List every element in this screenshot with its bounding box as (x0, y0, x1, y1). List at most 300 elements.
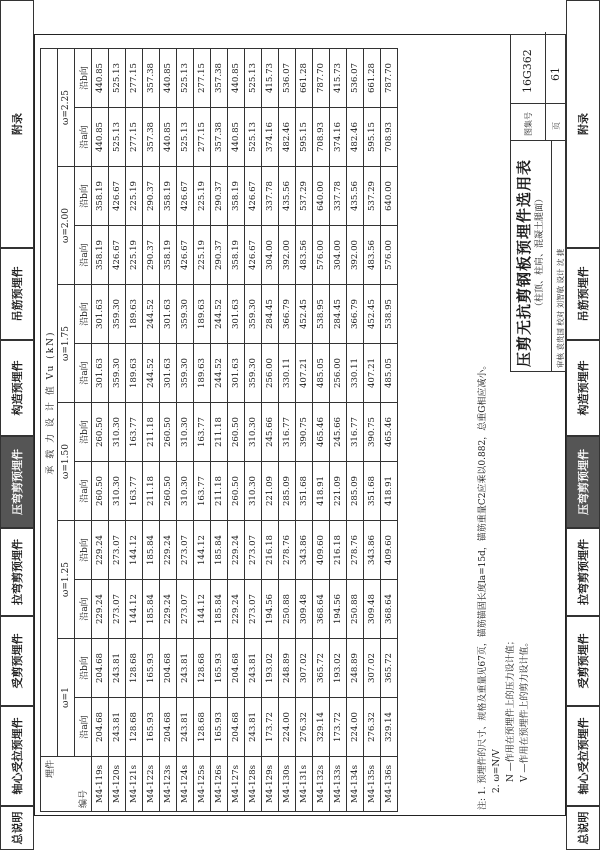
value-cell: 358.19 (160, 226, 177, 285)
note-line-1: 1. 预埋件的尺寸、规格及重量见67页，锚筋锚固长度la=15d，锚筋重量C2应乘以0.882，总重G相应减小。 (478, 360, 488, 796)
value-cell: 256.00 (330, 344, 347, 403)
value-cell: 144.12 (126, 580, 143, 639)
value-cell: 435.56 (279, 167, 296, 226)
value-cell: 485.05 (381, 344, 398, 403)
value-cell: 426.67 (177, 226, 194, 285)
table-row (245, 49, 262, 812)
side-index-top-3[interactable]: 拉弯剪预埋件 (0, 528, 34, 616)
value-cell: 189.63 (194, 285, 211, 344)
embedment-id-cell: M4-120s (109, 757, 126, 812)
value-cell: 260.50 (92, 403, 109, 462)
notes-label: 注: (478, 797, 488, 810)
table-row (228, 49, 245, 812)
note-line-4: V —作用在预埋件上的剪力设计值。 (520, 637, 530, 782)
side-index-strip-bottom (566, 0, 600, 850)
value-cell: 128.68 (194, 639, 211, 698)
value-cell: 301.63 (160, 285, 177, 344)
value-cell: 359.30 (109, 285, 126, 344)
value-cell: 440.85 (228, 49, 245, 108)
value-cell: 301.63 (160, 344, 177, 403)
value-cell: 260.50 (160, 462, 177, 521)
value-cell: 337.78 (262, 167, 279, 226)
value-cell: 229.24 (228, 521, 245, 580)
value-cell: 357.38 (211, 108, 228, 167)
value-cell: 260.50 (160, 403, 177, 462)
value-cell: 128.68 (194, 698, 211, 757)
value-cell: 418.91 (381, 462, 398, 521)
value-cell: 525.13 (177, 108, 194, 167)
side-index-top-0[interactable]: 总说明 (0, 806, 34, 850)
omega-group-header: ω=1.50 (58, 403, 75, 521)
direction-b-header: 沿b向 (75, 403, 92, 462)
side-index-strip-top (0, 0, 34, 850)
value-cell: 301.63 (92, 285, 109, 344)
value-cell: 440.85 (160, 49, 177, 108)
value-cell: 301.63 (92, 344, 109, 403)
value-cell: 787.70 (313, 49, 330, 108)
embedment-id-cell: M4-136s (381, 757, 398, 812)
value-cell: 225.19 (194, 226, 211, 285)
embedment-id-cell: M4-129s (262, 757, 279, 812)
value-cell: 273.07 (109, 521, 126, 580)
value-cell: 310.30 (245, 403, 262, 462)
value-cell: 245.66 (330, 403, 347, 462)
value-cell: 244.52 (211, 285, 228, 344)
value-cell: 409.60 (313, 521, 330, 580)
value-cell: 128.68 (126, 698, 143, 757)
value-cell: 329.14 (313, 698, 330, 757)
value-cell: 359.30 (177, 344, 194, 403)
corner-top-label: 埋件 (46, 760, 56, 779)
value-cell: 358.19 (228, 226, 245, 285)
value-cell: 357.38 (143, 49, 160, 108)
value-cell: 537.29 (364, 167, 381, 226)
main-header: 承 载 力 设 计 值 Vu (kN) (41, 49, 58, 757)
value-cell: 536.07 (279, 49, 296, 108)
value-cell: 482.46 (347, 108, 364, 167)
value-cell: 276.32 (296, 698, 313, 757)
value-cell: 194.56 (330, 580, 347, 639)
value-cell: 163.77 (126, 462, 143, 521)
value-cell: 310.30 (109, 462, 126, 521)
table-row (381, 49, 398, 812)
value-cell: 211.18 (143, 462, 160, 521)
value-cell: 165.93 (143, 698, 160, 757)
value-cell: 224.00 (347, 698, 364, 757)
drawing-title: 压剪无抗剪钢板预埋件选用表 (515, 158, 533, 367)
value-cell: 224.00 (279, 698, 296, 757)
value-cell: 366.79 (279, 285, 296, 344)
direction-a-header: 沿a向 (75, 462, 92, 521)
value-cell: 392.00 (279, 226, 296, 285)
direction-b-header: 沿b向 (75, 167, 92, 226)
value-cell: 193.02 (330, 639, 347, 698)
value-cell: 163.77 (194, 462, 211, 521)
value-cell: 351.68 (296, 462, 313, 521)
atlas-cell (511, 32, 546, 140)
value-cell: 290.37 (211, 167, 228, 226)
value-cell: 245.66 (262, 403, 279, 462)
value-cell: 358.19 (92, 167, 109, 226)
value-cell: 273.07 (177, 580, 194, 639)
table-row (92, 49, 109, 812)
value-cell: 273.07 (109, 580, 126, 639)
value-cell: 359.30 (245, 344, 262, 403)
value-cell: 536.07 (347, 49, 364, 108)
value-cell: 537.29 (296, 167, 313, 226)
value-cell: 483.56 (364, 226, 381, 285)
value-cell: 189.63 (194, 344, 211, 403)
embedment-id-cell: M4-124s (177, 757, 194, 812)
value-cell: 708.93 (313, 108, 330, 167)
value-cell: 390.75 (296, 403, 313, 462)
value-cell: 316.77 (347, 403, 364, 462)
value-cell: 365.72 (313, 639, 330, 698)
table-row (109, 49, 126, 812)
value-cell: 329.14 (381, 698, 398, 757)
direction-a-header: 沿a向 (75, 108, 92, 167)
value-cell: 708.93 (381, 108, 398, 167)
value-cell: 243.81 (245, 639, 262, 698)
page-label: 页 (551, 122, 561, 130)
value-cell: 277.15 (126, 49, 143, 108)
value-cell: 229.24 (228, 580, 245, 639)
embedment-id-cell: M4-122s (143, 757, 160, 812)
value-cell: 482.46 (279, 108, 296, 167)
value-cell: 358.19 (160, 167, 177, 226)
value-cell: 426.67 (177, 167, 194, 226)
table-row (160, 49, 177, 812)
value-cell: 343.86 (364, 521, 381, 580)
table-row (347, 49, 364, 812)
direction-b-header: 沿b向 (75, 49, 92, 108)
side-index-bottom-6[interactable]: 吊筋预埋件 (566, 248, 600, 340)
atlas-label: 图集号 (523, 112, 533, 136)
value-cell: 276.32 (364, 698, 381, 757)
table-row (211, 49, 228, 812)
atlas-number: 16G362 (511, 32, 545, 104)
value-cell: 310.30 (245, 462, 262, 521)
value-cell: 229.24 (92, 521, 109, 580)
embedment-id-cell: M4-121s (126, 757, 143, 812)
value-cell: 243.81 (177, 639, 194, 698)
value-cell: 309.48 (364, 580, 381, 639)
direction-b-header: 沿b向 (75, 521, 92, 580)
value-cell: 216.18 (262, 521, 279, 580)
table-row (177, 49, 194, 812)
value-cell: 204.68 (92, 698, 109, 757)
value-cell: 787.70 (381, 49, 398, 108)
value-cell: 165.93 (143, 639, 160, 698)
value-cell: 204.68 (160, 698, 177, 757)
table-row (194, 49, 211, 812)
value-cell: 316.77 (279, 403, 296, 462)
page-cell (545, 32, 567, 140)
value-cell: 216.18 (330, 521, 347, 580)
value-cell: 337.78 (330, 167, 347, 226)
page-number: 61 (545, 32, 567, 104)
value-cell: 483.56 (296, 226, 313, 285)
side-index-bottom-0[interactable]: 总说明 (566, 806, 600, 850)
value-cell: 538.95 (381, 285, 398, 344)
value-cell: 221.09 (262, 462, 279, 521)
value-cell: 185.84 (143, 521, 160, 580)
direction-b-header: 沿b向 (75, 639, 92, 698)
value-cell: 595.15 (296, 108, 313, 167)
value-cell: 163.77 (194, 403, 211, 462)
value-cell: 426.67 (109, 226, 126, 285)
value-cell: 173.72 (330, 698, 347, 757)
value-cell: 185.84 (143, 580, 160, 639)
value-cell: 277.15 (194, 49, 211, 108)
value-cell: 358.19 (228, 167, 245, 226)
value-cell: 165.93 (211, 639, 228, 698)
table-row (313, 49, 330, 812)
value-cell: 211.18 (211, 403, 228, 462)
side-index-top-4[interactable]: 压弯剪预埋件 (0, 436, 34, 528)
value-cell: 244.52 (143, 344, 160, 403)
embedment-id-cell: M4-126s (211, 757, 228, 812)
value-cell: 309.48 (296, 580, 313, 639)
table-row (126, 49, 143, 812)
value-cell: 368.64 (313, 580, 330, 639)
value-cell: 304.00 (262, 226, 279, 285)
value-cell: 359.30 (245, 285, 262, 344)
omega-group-header: ω=1.75 (58, 285, 75, 403)
value-cell: 221.09 (330, 462, 347, 521)
value-cell: 307.02 (364, 639, 381, 698)
value-cell: 244.52 (211, 344, 228, 403)
table-row (279, 49, 296, 812)
value-cell: 284.45 (330, 285, 347, 344)
value-cell: 204.68 (92, 639, 109, 698)
value-cell: 278.76 (279, 521, 296, 580)
side-index-bottom-3[interactable]: 拉弯剪预埋件 (566, 528, 600, 616)
side-index-top-7[interactable]: 附录 (0, 0, 34, 248)
embedment-id-cell: M4-130s (279, 757, 296, 812)
value-cell: 256.00 (262, 344, 279, 403)
value-cell: 304.00 (330, 226, 347, 285)
value-cell: 426.67 (245, 226, 262, 285)
value-cell: 225.19 (126, 226, 143, 285)
value-cell: 244.52 (143, 285, 160, 344)
value-cell: 358.19 (92, 226, 109, 285)
value-cell: 452.45 (364, 285, 381, 344)
value-cell: 426.67 (245, 167, 262, 226)
value-cell: 407.21 (364, 344, 381, 403)
value-cell: 440.85 (92, 108, 109, 167)
value-cell: 277.15 (194, 108, 211, 167)
value-cell: 310.30 (177, 403, 194, 462)
value-cell: 285.09 (347, 462, 364, 521)
value-cell: 343.86 (296, 521, 313, 580)
table-body (92, 49, 398, 812)
value-cell: 525.13 (245, 49, 262, 108)
value-cell: 307.02 (296, 639, 313, 698)
value-cell: 284.45 (262, 285, 279, 344)
side-index-bottom-5[interactable]: 构造预埋件 (566, 340, 600, 436)
value-cell: 595.15 (364, 108, 381, 167)
side-index-top-1[interactable]: 轴心受拉预埋件 (0, 706, 34, 806)
value-cell: 465.46 (381, 403, 398, 462)
value-cell: 440.85 (160, 108, 177, 167)
value-cell: 440.85 (92, 49, 109, 108)
value-cell: 465.46 (313, 403, 330, 462)
embedment-id-cell: M4-133s (330, 757, 347, 812)
value-cell: 248.89 (347, 639, 364, 698)
value-cell: 357.38 (211, 49, 228, 108)
value-cell: 538.95 (313, 285, 330, 344)
value-cell: 204.68 (160, 639, 177, 698)
value-cell: 407.21 (296, 344, 313, 403)
value-cell: 310.30 (177, 462, 194, 521)
value-cell: 351.68 (364, 462, 381, 521)
value-cell: 285.09 (279, 462, 296, 521)
value-cell: 211.18 (211, 462, 228, 521)
embedment-id-cell: M4-125s (194, 757, 211, 812)
table-row (296, 49, 313, 812)
value-cell: 225.19 (126, 167, 143, 226)
value-cell: 640.00 (381, 167, 398, 226)
value-cell: 525.13 (177, 49, 194, 108)
value-cell: 165.93 (211, 698, 228, 757)
value-cell: 368.64 (381, 580, 398, 639)
value-cell: 273.07 (177, 521, 194, 580)
value-cell: 144.12 (194, 580, 211, 639)
title-block (510, 34, 566, 372)
value-cell: 250.88 (347, 580, 364, 639)
value-cell: 525.13 (109, 49, 126, 108)
value-cell: 273.07 (245, 521, 262, 580)
value-cell: 229.24 (160, 521, 177, 580)
note-line-3: N —作用在预埋件上的压力设计值； (506, 636, 516, 782)
value-cell: 440.85 (228, 108, 245, 167)
value-cell: 310.30 (109, 403, 126, 462)
value-cell: 243.81 (109, 698, 126, 757)
value-cell: 229.24 (160, 580, 177, 639)
omega-group-header: ω=2.25 (58, 49, 75, 167)
value-cell: 229.24 (92, 580, 109, 639)
embedment-id-cell: M4-135s (364, 757, 381, 812)
value-cell: 330.11 (347, 344, 364, 403)
side-index-top-6[interactable]: 吊筋预埋件 (0, 248, 34, 340)
omega-group-row (58, 49, 75, 812)
direction-b-header: 沿b向 (75, 285, 92, 344)
value-cell: 661.28 (364, 49, 381, 108)
direction-a-header: 沿a向 (75, 698, 92, 757)
value-cell: 357.38 (143, 108, 160, 167)
embedment-id-cell: M4-128s (245, 757, 262, 812)
value-cell: 243.81 (177, 698, 194, 757)
value-cell: 204.68 (228, 698, 245, 757)
value-cell: 144.12 (126, 521, 143, 580)
table-row (143, 49, 160, 812)
value-cell: 260.50 (92, 462, 109, 521)
value-cell: 409.60 (381, 521, 398, 580)
direction-a-header: 沿a向 (75, 344, 92, 403)
value-cell: 661.28 (296, 49, 313, 108)
omega-group-header: ω=2.00 (58, 167, 75, 285)
side-index-top-2[interactable]: 受剪预埋件 (0, 616, 34, 706)
value-cell: 250.88 (279, 580, 296, 639)
value-cell: 525.13 (245, 108, 262, 167)
direction-a-header: 沿a向 (75, 226, 92, 285)
direction-sub-row (75, 49, 92, 812)
value-cell: 144.12 (194, 521, 211, 580)
table-row (364, 49, 381, 812)
value-cell: 576.00 (313, 226, 330, 285)
embedment-id-cell: M4-134s (347, 757, 364, 812)
embedment-id-cell: M4-127s (228, 757, 245, 812)
value-cell: 415.73 (330, 49, 347, 108)
value-cell: 290.37 (143, 167, 160, 226)
value-cell: 640.00 (313, 167, 330, 226)
value-cell: 330.11 (279, 344, 296, 403)
value-cell: 189.63 (126, 344, 143, 403)
value-cell: 128.68 (126, 639, 143, 698)
value-cell: 163.77 (126, 403, 143, 462)
value-cell: 390.75 (364, 403, 381, 462)
side-index-bottom-4[interactable]: 压弯剪预埋件 (566, 436, 600, 528)
side-index-bottom-1[interactable]: 轴心受拉预埋件 (566, 706, 600, 806)
embedment-id-cell: M4-132s (313, 757, 330, 812)
value-cell: 204.68 (228, 639, 245, 698)
note-line-2: 2. ω=N/V (492, 749, 502, 793)
value-cell: 374.16 (330, 108, 347, 167)
notes (476, 361, 532, 810)
embedment-id-cell: M4-131s (296, 757, 313, 812)
value-cell: 576.00 (381, 226, 398, 285)
drawing-subtitle: （柱顶、柱肩、混凝土腿面） (535, 193, 545, 311)
table-row (262, 49, 279, 812)
value-cell: 185.84 (211, 521, 228, 580)
value-cell: 260.50 (228, 462, 245, 521)
value-cell: 290.37 (143, 226, 160, 285)
corner-bottom-label: 编号 (79, 789, 89, 808)
signature-text: 审核 袁贵国 校对 刘智敏 设计 沈 捷 (555, 248, 565, 368)
value-cell: 248.89 (279, 639, 296, 698)
value-cell: 301.63 (228, 285, 245, 344)
value-cell: 278.76 (347, 521, 364, 580)
side-index-bottom-2[interactable]: 受剪预埋件 (566, 616, 600, 706)
side-index-top-5[interactable]: 构造预埋件 (0, 340, 34, 436)
value-cell: 374.16 (262, 108, 279, 167)
value-cell: 525.13 (109, 108, 126, 167)
value-cell: 366.79 (347, 285, 364, 344)
title-block-right (511, 32, 567, 141)
value-cell: 418.91 (313, 462, 330, 521)
value-cell: 225.19 (194, 167, 211, 226)
value-cell: 359.30 (109, 344, 126, 403)
value-cell: 185.84 (211, 580, 228, 639)
value-cell: 365.72 (381, 639, 398, 698)
value-cell: 301.63 (228, 344, 245, 403)
omega-group-header: ω=1 (58, 639, 75, 757)
omega-group-header: ω=1.25 (58, 521, 75, 639)
embedment-id-cell: M4-123s (160, 757, 177, 812)
value-cell: 452.45 (296, 285, 313, 344)
value-cell: 273.07 (245, 580, 262, 639)
value-cell: 243.81 (245, 698, 262, 757)
side-index-bottom-7[interactable]: 附录 (566, 0, 600, 248)
embedment-id-cell: M4-119s (92, 757, 109, 812)
signature-row (551, 141, 568, 371)
value-cell: 392.00 (347, 226, 364, 285)
value-cell: 426.67 (109, 167, 126, 226)
value-cell: 173.72 (262, 698, 279, 757)
value-cell: 435.56 (347, 167, 364, 226)
value-cell: 193.02 (262, 639, 279, 698)
